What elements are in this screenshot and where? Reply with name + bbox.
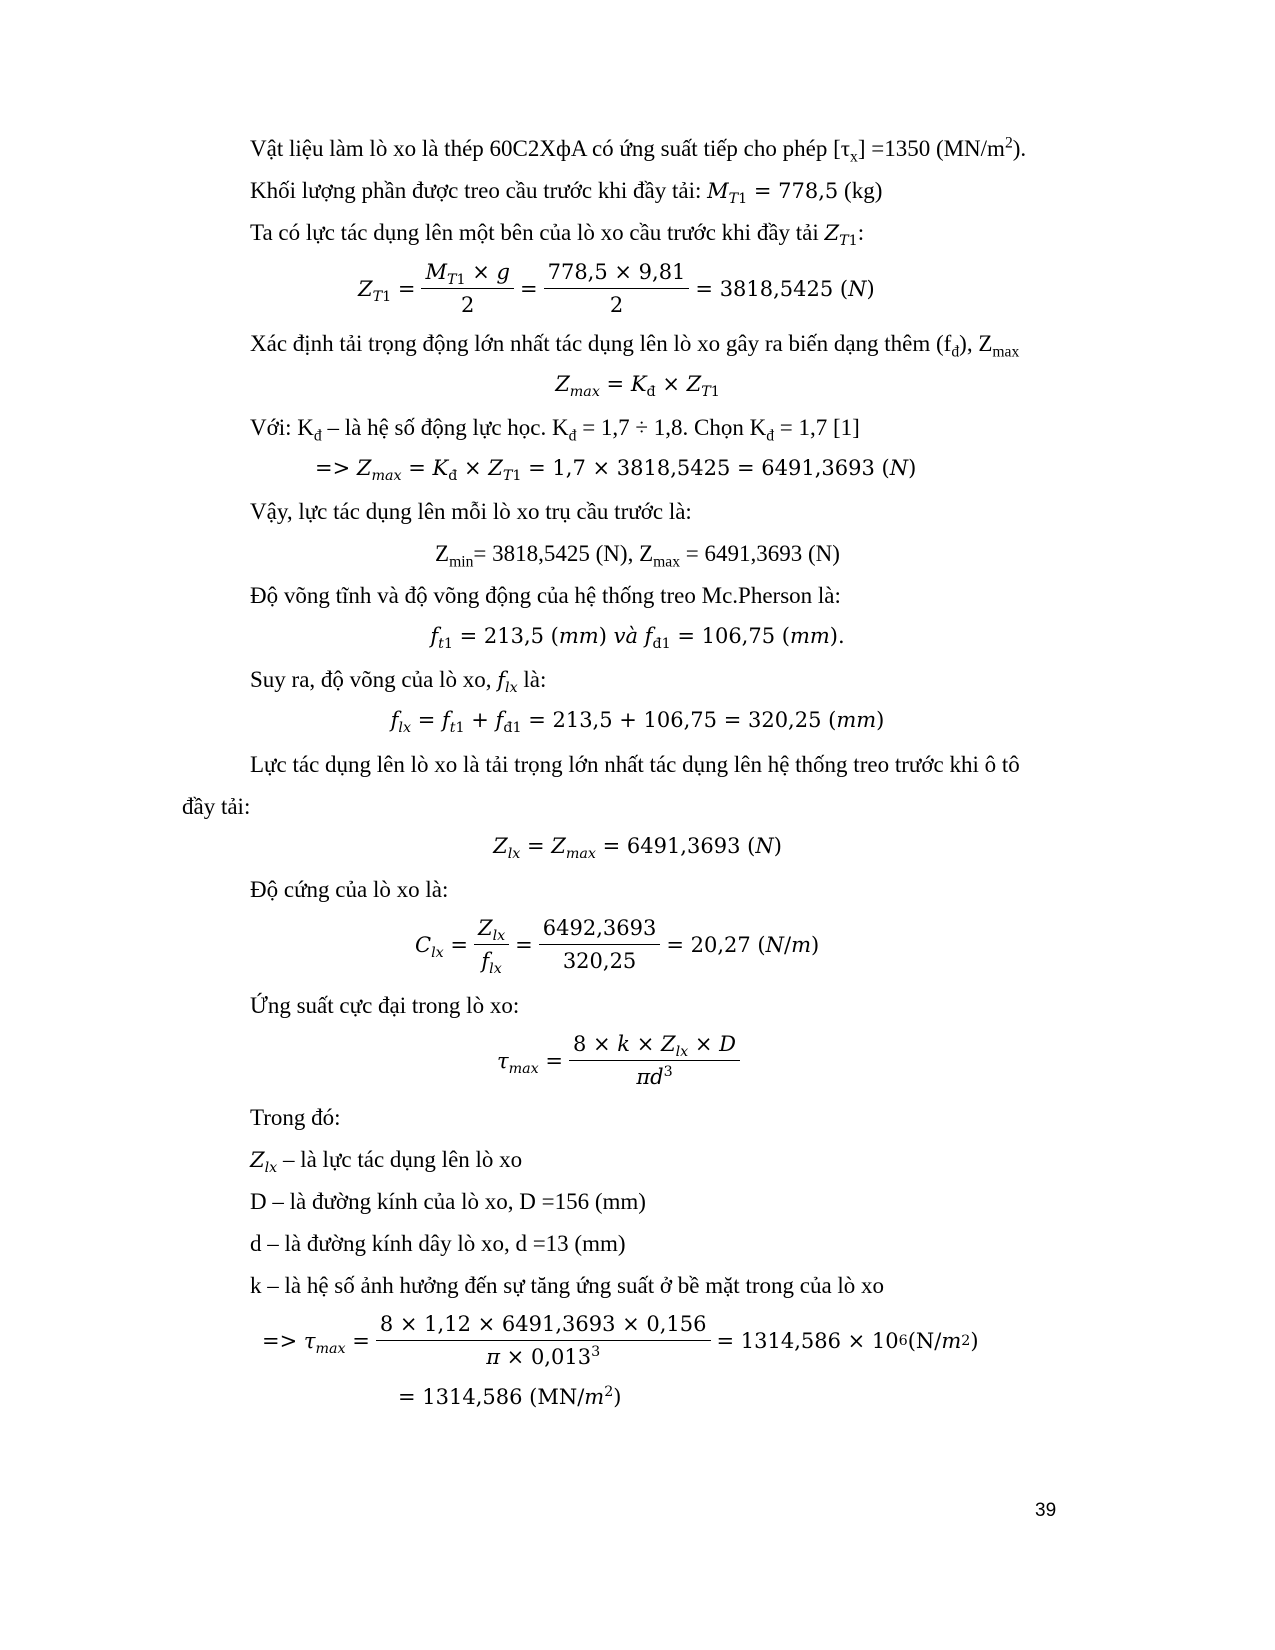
text-line-mass: Khối lượng phần được treo cầu trước khi đầy tải: $M_{T1} = 778,5$ (kg) [250,178,883,208]
text-line-deflection: Độ võng tĩnh và độ võng động của hệ thống treo Mc.Pherson là: [250,583,841,608]
equation-zlx: $Z_{lx} = Z_{max} = 6491,3693$ (N) [493,834,782,863]
text-line-material: Vật liệu làm lò xo là thép 60C2XфA có ứng suất tiếp cho phép $[\tau_x] =1350$ $(MN/m^2)$. [250,134,1027,166]
equation-zmax: $Z_{max} = K_đ \times Z_{T1}$ [555,372,720,401]
text-line-def-k: k – là hệ số ảnh hưởng đến sự tăng ứng suất ở bề mặt trong của lò xo [250,1273,885,1298]
equation-zmax-value: => $Z_{max} = K_đ \times Z_{T1} = 1,7 \times 3818,5425 = 6491,3693$ (N) [315,456,917,485]
text-line-max-stress: Ứng suất cực đại trong lò xo: [250,993,520,1018]
equation-tau-max-value: => $\tau_{max}$ = $\frac{8 \times 1,12 \times 6491,3693 \times 0,156}{\pi \times 0,013^3}$ = 1314,586 × 10 6 (N/ m 2 ) [262,1312,979,1369]
text-line-def-zlx: $Z_{lx}$ – là lực tác dụng lên lò xo [250,1147,523,1177]
text-line-stiffness: Độ cứng của lò xo là: [250,877,449,902]
text-line-kd: Với: $K_đ$ – là hệ số động lực học. $K_đ = 1,7 \div 1,8$. Chọn $K_đ = 1,7$ [1] [250,415,860,445]
page-number: 39 [1035,1500,1057,1521]
equation-flx: $f_{lx} = f_{t1} + f_{đ1} = 213,5 + 106,75 = 320,25$ (mm) [390,708,885,737]
text-line-dynamic-load: Xác định tải trọng động lớn nhất tác dụng lên lò xo gây ra biến dạng thêm $(f_đ)$, $Z_{max}$ [250,331,1020,361]
text-line-per-spring: Vậy, lực tác dụng lên mỗi lò xo trụ cầu trước là: [250,499,692,524]
text-line-full-load: đầy tải: [182,794,251,819]
text-line-zmin-zmax: $Z_{min}= 3818,5425$ (N), $Z_{max} = 6491,3693$ (N) [435,541,840,571]
equation-zt1: $Z_{T1}$ = $\frac{M_{T1} \times g}{2}$ = $\frac{778,5 \times 9,81}{2}$ = 3818,5425 ( N ) [358,260,875,317]
text-line-def-d: d – là đường kính dây lò xo, d =13 (mm) [250,1231,626,1256]
equation-tau-max: $\tau_{max}$ = $\frac{8 \times k \times Z_{lx} \times D}{\pi d^3}$ [497,1030,746,1091]
equation-tau-max-result: = 1314,586 $(MN/m^2)$ [398,1384,622,1409]
text-line-force-intro: Ta có lực tác dụng lên một bên của lò xo cầu trước khi đầy tải $Z_{T1}$: [250,220,865,250]
text-line-where: Trong đó: [250,1105,341,1130]
text-line-def-D: D – là đường kính của lò xo, D =156 (mm) [250,1189,646,1214]
text-line-spring-deflection: Suy ra, độ võng của lò xo, $f_{lx}$ là: [250,667,547,697]
text-line-load-on-spring: Lực tác dụng lên lò xo là tải trọng lớn nhất tác dụng lên hệ thống treo trước khi ô tô [250,752,1020,777]
equation-deflections: $f_{t1} = 213,5$ (mm) và $f_{đ1} = 106,75$ (mm). [430,624,845,653]
equation-clx: $C_{lx}$ = $\frac{Z_{lx}}{f_{lx}}$ = $\frac{6492,3693}{320,25}$ = 20,27 ( N / m ) [415,916,820,978]
